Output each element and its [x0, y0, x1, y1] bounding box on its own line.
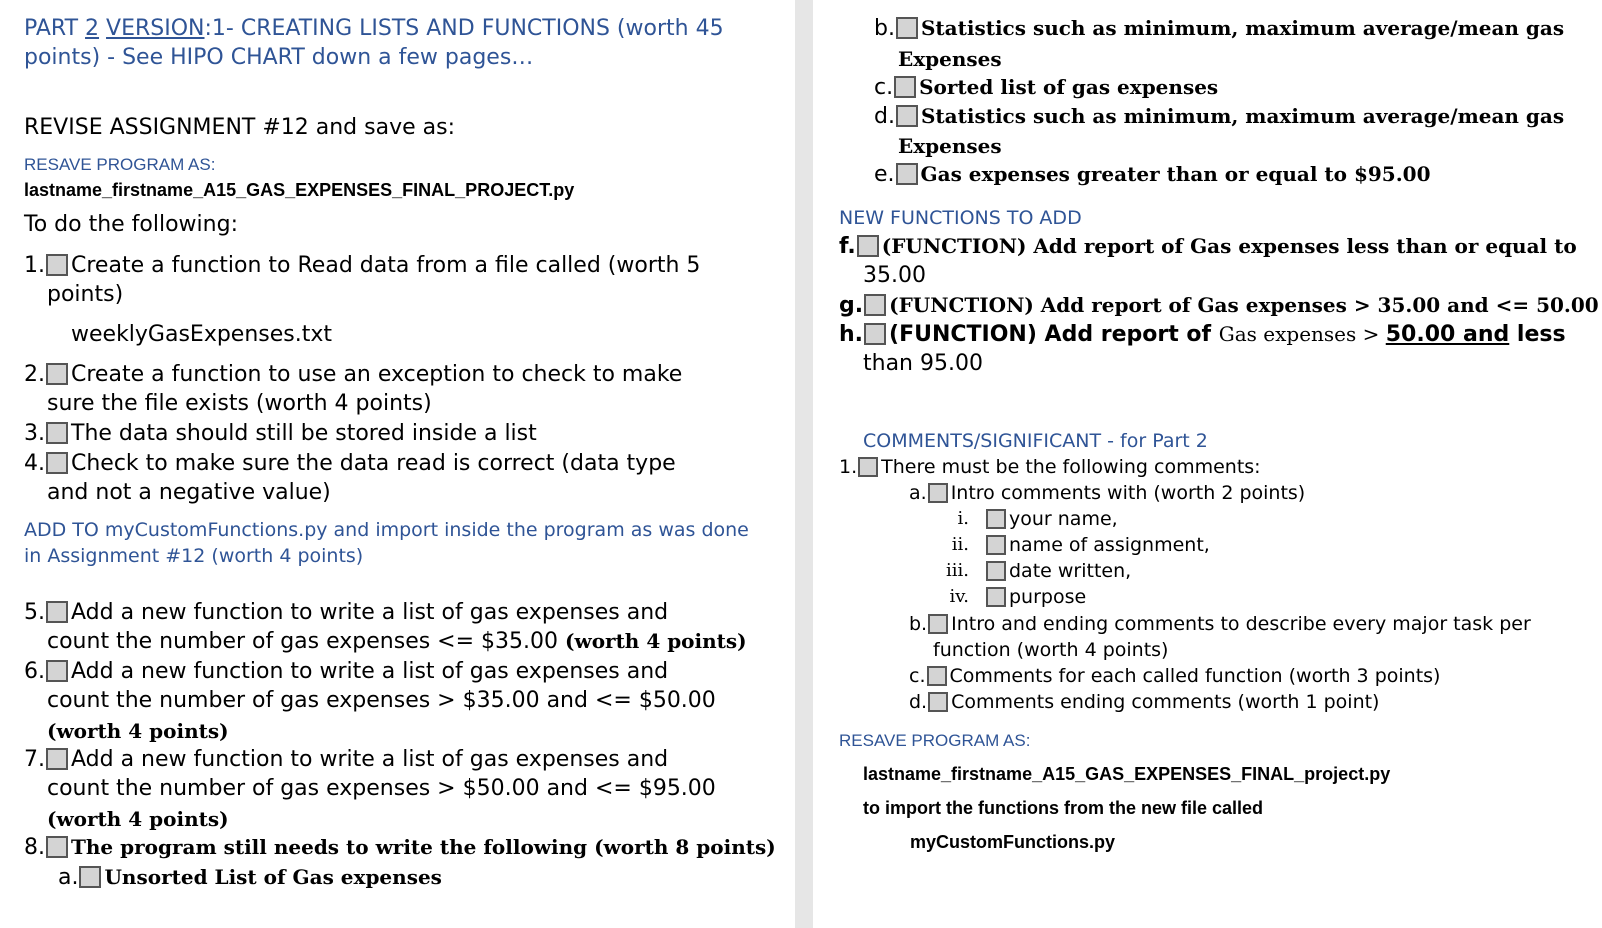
list-item-8b: b. Statistics such as minimum, maximum average/mean gas [874, 16, 1565, 41]
list-item-8e: e. Gas expenses greater than or equal to $95.00 [874, 162, 1431, 187]
list-item-h-cont: than 95.00 [863, 351, 983, 376]
checkbox[interactable] [46, 422, 68, 444]
list-item-h: h. (FUNCTION) Add report of Gas expenses > 50.00 and less [839, 322, 1566, 347]
checkbox[interactable] [896, 163, 918, 185]
part-heading: PART 2 VERSION:1- CREATING LISTS AND FUNCTIONS (worth 45 [24, 16, 724, 41]
comments-item-iv: purpose [985, 586, 1086, 608]
list-item-6-points: (worth 4 points) [47, 719, 229, 743]
resave-filename: lastname_firstname_A15_GAS_EXPENSES_FINAL_PROJECT.py [24, 180, 575, 200]
left-page [0, 0, 795, 928]
list-item-4: 4. Check to make sure the data read is correct (data type [24, 451, 676, 476]
checkbox[interactable] [46, 660, 68, 682]
checkbox[interactable] [896, 17, 918, 39]
comments-item-i: your name, [985, 508, 1118, 530]
list-item-f: f. (FUNCTION) Add report of Gas expenses less than or equal to [839, 234, 1577, 259]
part-heading-line2: points) - See HIPO CHART down a few pages… [24, 45, 534, 70]
list-item-g: g. (FUNCTION) Add report of Gas expenses > 35.00 and <= 50.00 [839, 293, 1599, 318]
checkbox[interactable] [858, 457, 878, 477]
list-item-1-cont: points) [47, 282, 124, 307]
comments-item-1: 1. There must be the following comments: [839, 456, 1261, 478]
comments-item-b-cont: function (worth 4 points) [933, 639, 1169, 661]
comments-heading: COMMENTS/SIGNIFICANT - for Part 2 [863, 430, 1208, 452]
filename-gas-expenses: weeklyGasExpenses.txt [71, 322, 333, 347]
list-item-1: 1. Create a function to Read data from a file called (worth 5 [24, 253, 701, 278]
resave-filename: lastname_firstname_A15_GAS_EXPENSES_FINAL_project.py [863, 764, 1391, 784]
list-item-3: 3. The data should still be stored inside a list [24, 421, 537, 446]
comments-item-ii: name of assignment, [985, 534, 1210, 556]
list-item-7-points: (worth 4 points) [47, 807, 229, 831]
checkbox[interactable] [46, 836, 68, 858]
list-item-5: 5. Add a new function to write a list of gas expenses and [24, 600, 669, 625]
list-item-2: 2. Create a function to use an exception to check to make [24, 362, 683, 387]
list-item-4-cont: and not a negative value) [47, 480, 331, 505]
list-item-5-cont: count the number of gas expenses <= $35.00 (worth 4 points) [47, 629, 747, 654]
checkbox[interactable] [46, 363, 68, 385]
list-item-7-cont: count the number of gas expenses > $50.00 and <= $95.00 [47, 776, 716, 801]
revise-heading: REVISE ASSIGNMENT #12 and save as: [24, 115, 455, 140]
resave-label: RESAVE PROGRAM AS: [839, 731, 1031, 750]
list-item-8b-cont: Expenses [898, 47, 1002, 71]
checkbox[interactable] [46, 601, 68, 623]
checkbox[interactable] [928, 614, 948, 634]
new-functions-heading: NEW FUNCTIONS TO ADD [839, 207, 1082, 229]
list-item-8: 8. The program still needs to write the following (worth 8 points) [24, 835, 776, 860]
add-note-cont: in Assignment #12 (worth 4 points) [24, 545, 364, 567]
checkbox[interactable] [986, 535, 1006, 555]
page-gutter [795, 0, 813, 928]
resave-label: RESAVE PROGRAM AS: [24, 155, 216, 174]
roman-numeral: i. [957, 508, 969, 529]
list-item-6: 6. Add a new function to write a list of gas expenses and [24, 659, 669, 684]
roman-numeral: ii. [951, 534, 969, 555]
todo-heading: To do the following: [24, 212, 238, 237]
checkbox[interactable] [894, 76, 916, 98]
comments-item-c: c. Comments for each called function (worth 3 points) [909, 665, 1441, 687]
checkbox[interactable] [927, 666, 947, 686]
checkbox[interactable] [46, 748, 68, 770]
list-item-8d-cont: Expenses [898, 134, 1002, 158]
checkbox[interactable] [986, 587, 1006, 607]
import-note: to import the functions from the new file called [863, 798, 1264, 818]
checkbox[interactable] [857, 235, 879, 257]
checkbox[interactable] [46, 254, 68, 276]
comments-item-a: a. Intro comments with (worth 2 points) [909, 482, 1306, 504]
checkbox[interactable] [928, 483, 948, 503]
list-item-8d: d. Statistics such as minimum, maximum average/mean gas [874, 104, 1565, 129]
list-item-8a: a. Unsorted List of Gas expenses [58, 865, 442, 890]
checkbox[interactable] [928, 692, 948, 712]
list-item-8c: c. Sorted list of gas expenses [874, 75, 1219, 100]
roman-numeral: iii. [946, 560, 969, 581]
list-item-6-cont: count the number of gas expenses > $35.00 and <= $50.00 [47, 688, 716, 713]
checkbox[interactable] [864, 294, 886, 316]
comments-item-iii: date written, [985, 560, 1131, 582]
checkbox[interactable] [864, 323, 886, 345]
list-item-2-cont: sure the file exists (worth 4 points) [47, 391, 432, 416]
checkbox[interactable] [79, 866, 101, 888]
comments-item-b: b. Intro and ending comments to describe every major task per [909, 613, 1531, 635]
import-filename: myCustomFunctions.py [910, 832, 1116, 852]
list-item-f-cont: 35.00 [863, 263, 926, 288]
checkbox[interactable] [986, 561, 1006, 581]
roman-numeral: iv. [949, 586, 969, 607]
right-page [813, 0, 1602, 928]
checkbox[interactable] [46, 452, 68, 474]
list-item-7: 7. Add a new function to write a list of gas expenses and [24, 747, 669, 772]
comments-item-d: d. Comments ending comments (worth 1 point) [909, 691, 1380, 713]
checkbox[interactable] [986, 509, 1006, 529]
add-note: ADD TO myCustomFunctions.py and import inside the program as was done [24, 519, 749, 541]
checkbox[interactable] [896, 105, 918, 127]
